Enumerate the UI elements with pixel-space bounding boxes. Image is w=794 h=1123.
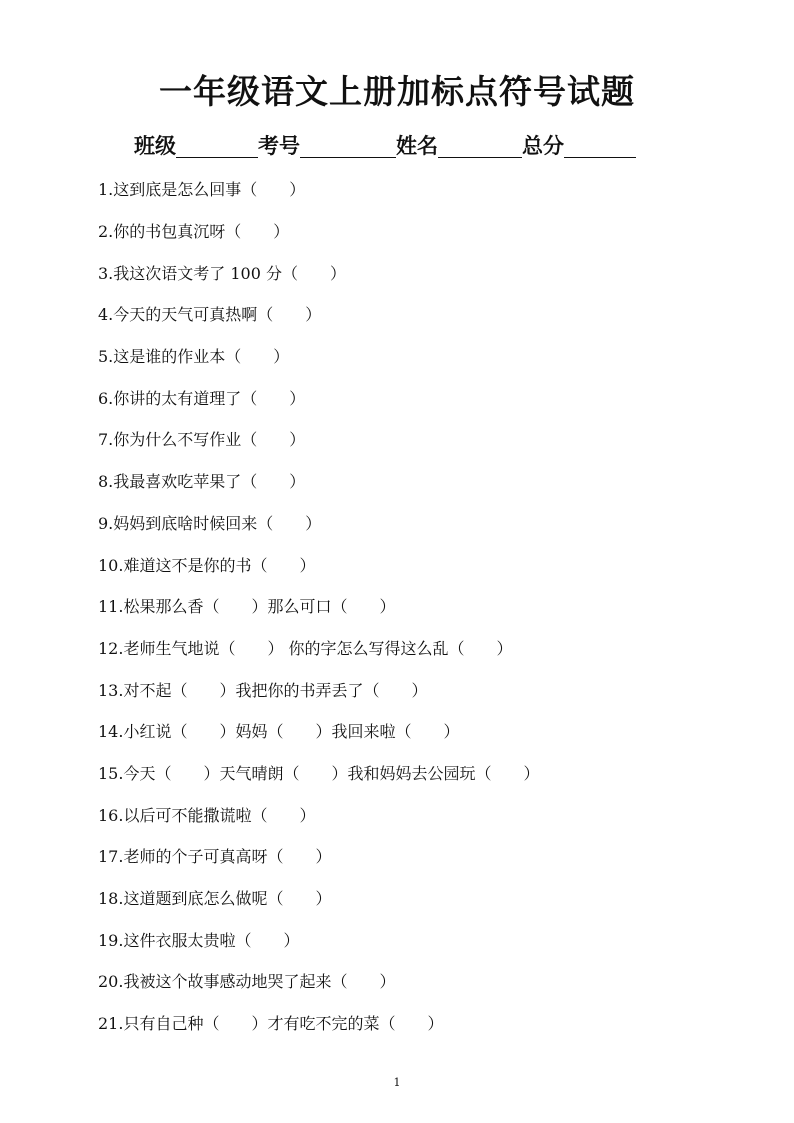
name-label: 姓名 xyxy=(396,134,438,158)
question-item: 8.我最喜欢吃苹果了（ ） xyxy=(98,472,306,492)
question-item: 3.我这次语文考了 100 分（ ） xyxy=(98,263,346,283)
question-item: 5.这是谁的作业本（ ） xyxy=(98,347,290,367)
question-item: 2.你的书包真沉呀（ ） xyxy=(98,222,290,242)
question-item: 4.今天的天气可真热啊（ ） xyxy=(98,305,322,325)
question-item: 20.我被这个故事感动地哭了起来（ ） xyxy=(98,972,396,992)
question-list xyxy=(98,168,718,1043)
page-number: 1 xyxy=(393,1076,401,1089)
score-blank-field[interactable] xyxy=(564,133,636,158)
question-item: 16.以后可不能撒谎啦（ ） xyxy=(98,805,316,825)
name-blank-field[interactable] xyxy=(438,133,522,158)
question-item: 13.对不起（ ）我把你的书弄丢了（ ） xyxy=(98,680,428,700)
exam-number-label: 考号 xyxy=(258,134,300,158)
class-label: 班级 xyxy=(134,134,176,158)
exam-number-blank-field[interactable] xyxy=(300,133,396,158)
question-item: 17.老师的个子可真高呀（ ） xyxy=(98,847,332,867)
question-item: 10.难道这不是你的书（ ） xyxy=(98,555,316,575)
question-item: 1.这到底是怎么回事（ ） xyxy=(98,180,306,200)
score-label: 总分 xyxy=(522,134,564,158)
class-blank-field[interactable] xyxy=(176,133,258,158)
student-info-row xyxy=(134,128,636,160)
question-item: 12.老师生气地说（ ） 你的字怎么写得这么乱（ ） xyxy=(98,638,513,658)
question-item: 21.只有自己种（ ）才有吃不完的菜（ ） xyxy=(98,1014,444,1034)
question-item: 19.这件衣服太贵啦（ ） xyxy=(98,930,300,950)
question-item: 6.你讲的太有道理了（ ） xyxy=(98,388,306,408)
question-item: 14.小红说（ ）妈妈（ ）我回来啦（ ） xyxy=(98,722,460,742)
question-item: 9.妈妈到底啥时候回来（ ） xyxy=(98,513,322,533)
question-item: 7.你为什么不写作业（ ） xyxy=(98,430,306,450)
question-item: 15.今天（ ）天气晴朗（ ）我和妈妈去公园玩（ ） xyxy=(98,763,540,783)
page-title: 一年级语文上册加标点符号试题 xyxy=(159,72,635,111)
question-item: 18.这道题到底怎么做呢（ ） xyxy=(98,889,332,909)
question-item: 11.松果那么香（ ）那么可口（ ） xyxy=(98,597,396,617)
